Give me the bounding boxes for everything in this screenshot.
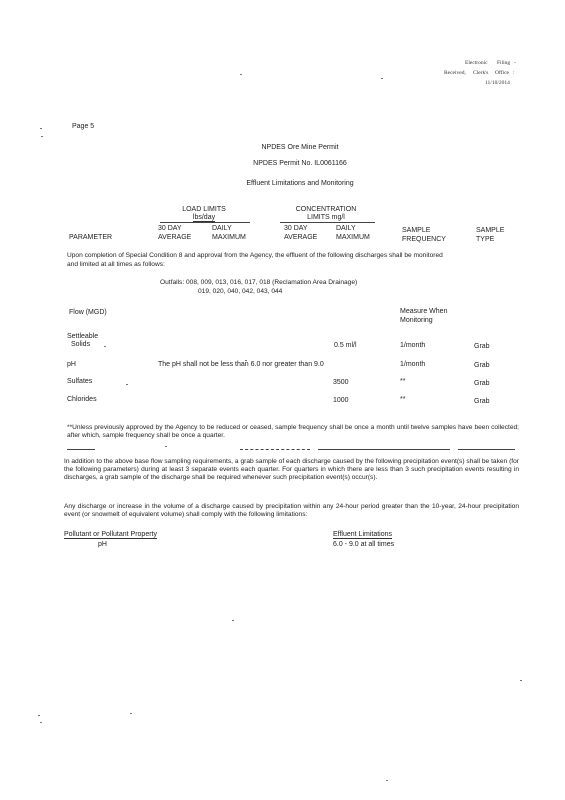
concentration-header: CONCENTRATION [295,206,357,213]
col-average-load: AVERAGE [158,234,192,241]
row-settleable-param-1: Settleable [67,333,99,340]
intro-line-1: Upon completion of Special Condition 8 and approval from the Agency, the effluent of the following discharges shall be monitored [67,252,443,259]
col-daily-conc: DAILY [336,225,356,232]
row-sulfates-limit: 3500 [333,379,349,386]
scan-speck [232,620,234,621]
col-frequency: FREQUENCY [402,236,446,243]
filing-stamp-filing: Filing [497,60,511,66]
row-ph-param: pH [67,361,76,368]
intro-line-2: and limited at all times as follows: [67,261,165,268]
precipitation-sampling-paragraph: In addition to the above base flow sampling requirements, a grab sample of each discharge caused by the following precipitation event(s) shall be taken (for the following parameters) during at least 3 separate events each quarter. For quarters in which there are less than 3 such precipitation events resulting in discharges, a grab sample of the discharge shall be required whenever such precipitation event(s) occur(s). [64,458,519,482]
scan-speck [520,680,522,681]
filing-stamp-date: 11/10/2014 [485,80,510,86]
separator-segment-1 [67,449,95,450]
row-settleable-limit: 0.5 ml/l [334,342,357,349]
pollutant-header [64,531,157,539]
filing-stamp-clerks: Clerk's [473,70,489,76]
col-parameter: PARAMETER [69,234,113,241]
scan-speck [381,78,383,79]
flow-frequency-1: Measure When [400,308,448,315]
row-settleable-freq: 1/month [400,342,426,349]
row-ph-type: Grab [474,362,490,369]
scan-speck [126,384,128,385]
row-sulfates-freq: ** [400,378,406,385]
filing-stamp-colon: : [513,70,515,76]
row-ph-freq: 1/month [400,361,426,368]
effluent-limitations-header [333,531,392,539]
col-daily-load: DAILY [212,225,232,232]
row-chlorides-param: Chlorides [67,396,97,403]
pollutant-header-text: Pollutant or Pollutant Property [64,531,157,538]
row-sulfates-param: Sulfates [67,378,93,385]
col-sample-freq: SAMPLE [402,227,431,234]
separator-segment-3 [318,449,450,450]
section-title: Effluent Limitations and Monitoring [246,180,354,187]
row-sulfates-type: Grab [474,380,490,387]
scan-speck [40,722,42,723]
flow-label: Flow (MGD) [69,309,107,316]
load-units-text: lbs/day [192,214,216,221]
flow-frequency-2: Monitoring [400,317,433,324]
row-chlorides-type: Grab [474,398,490,405]
row-chlorides-limit: 1000 [333,397,349,404]
scan-speck [104,346,106,347]
outfalls-line-1: Outfalls: 008, 009, 013, 016, 017, 018 (Reclamation Area Drainage) [160,279,358,286]
page-number: Page 5 [72,123,95,130]
filing-stamp-dash: - [514,60,516,66]
effluent-limitations-header-text: Effluent Limitations [333,531,393,538]
row-settleable-type: Grab [474,343,490,350]
col-maximum-load: MAXIMUM [212,234,246,241]
filing-stamp-received: Received, [444,70,466,76]
storm-event-paragraph: Any discharge or increase in the volume of a discharge caused by precipitation within any 24-hour period greater than the 10-year, 24-hour precipitation event (or snowmelt of equivalent volume) shall comply with the following limitations: [64,503,519,519]
scan-speck [386,780,388,781]
concentration-rule [280,222,375,223]
scan-speck [130,713,132,714]
scan-speck [245,360,247,361]
load-limits-rule [160,222,250,223]
separator-segment-2 [240,449,310,450]
ph-limitation: 6.0 - 9.0 at all times [333,541,395,548]
row-chlorides-freq: ** [400,396,406,403]
scan-speck [38,715,40,716]
col-maximum-conc: MAXIMUM [336,234,370,241]
scan-speck [165,446,167,447]
col-average-conc: AVERAGE [284,234,318,241]
sampling-footnote: **Unless previously approved by the Agency to be reduced or ceased, sample frequency shall be once a month until twelve samples have been collected; after which, sample frequency shall be once a quarter. [67,424,519,440]
permit-number: NPDES Permit No. IL0061166 [253,160,347,167]
col-sample-type: SAMPLE [476,227,505,234]
col-30day-load: 30 DAY [158,225,182,232]
scan-speck [240,74,242,75]
load-limits-header: LOAD LIMITS [182,206,226,213]
scan-speck [40,128,42,129]
outfalls-line-2: 019, 020, 040, 042, 043, 044 [198,288,283,295]
filing-stamp-office: Office [495,70,509,76]
load-limits-units [163,214,245,222]
row-ph-note: The pH shall not be less than 6.0 nor greater than 9.0 [158,361,324,368]
separator-segment-4 [458,449,515,450]
concentration-units: LIMITS mg/l [307,214,345,221]
filing-stamp-electronic: Electronic [465,60,488,66]
col-30day-conc: 30 DAY [284,225,308,232]
document-title: NPDES Ore Mine Permit [261,144,339,151]
pollutant-ph: pH [98,541,107,548]
row-settleable-param-2: Solids [71,341,91,348]
col-type: TYPE [476,236,495,243]
scan-speck [41,136,43,137]
